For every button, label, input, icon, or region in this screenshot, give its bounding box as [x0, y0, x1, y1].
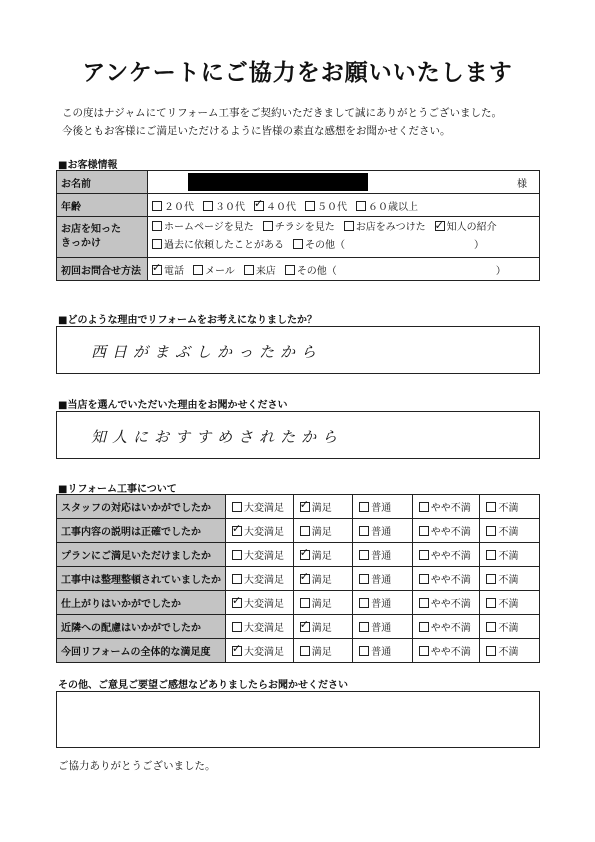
work-row: [57, 639, 540, 663]
rating-cell[interactable]: [293, 519, 353, 543]
rating-checkbox[interactable]: [359, 622, 369, 632]
work-row: [57, 567, 540, 591]
rating-label: 大変満足: [244, 575, 284, 586]
name-field[interactable]: [148, 171, 540, 194]
age-option-4[interactable]: [356, 198, 418, 213]
rating-label: 不満: [498, 551, 519, 562]
contact-option-2-checkbox[interactable]: [244, 265, 254, 275]
rating-cell[interactable]: [293, 591, 353, 615]
rating-cell[interactable]: [412, 639, 480, 663]
rating-checkbox[interactable]: [232, 574, 242, 584]
age-option-2[interactable]: [254, 198, 296, 213]
intro-line-1: この度はナジャムにてリフォーム工事をご契約いただきまして誠にありがとうございました。: [62, 107, 503, 119]
rating-label: 普通: [371, 575, 392, 586]
rating-label: 満足: [311, 503, 332, 514]
rating-cell[interactable]: [353, 567, 413, 591]
rating-cell[interactable]: [480, 615, 540, 639]
rating-cell[interactable]: [226, 639, 294, 663]
rating-label: 大変満足: [244, 599, 284, 610]
contact-option-1-checkbox[interactable]: [193, 265, 203, 275]
source-option-2-1-label: その他（: [305, 240, 345, 251]
work-row: [57, 519, 540, 543]
rating-checkbox[interactable]: [486, 574, 496, 584]
age-option-0[interactable]: [152, 198, 194, 213]
rating-label: やや不満: [430, 527, 471, 538]
rating-checkbox[interactable]: [359, 598, 369, 608]
source-option-3-checkbox[interactable]: [435, 221, 445, 231]
work-row: [57, 615, 540, 639]
rating-cell[interactable]: [226, 543, 294, 567]
source-option-2-checkbox[interactable]: [344, 221, 354, 231]
contact-option-3-checkbox[interactable]: [285, 265, 295, 275]
rating-label: 不満: [498, 647, 519, 658]
rating-label: 満足: [311, 575, 332, 586]
rating-label: やや不満: [430, 623, 471, 634]
rating-label: 普通: [371, 647, 392, 658]
contact-other-close: ）: [495, 265, 506, 277]
rating-cell[interactable]: [353, 615, 413, 639]
rating-cell[interactable]: [293, 639, 353, 663]
q2-answer-box[interactable]: [56, 411, 540, 459]
rating-checkbox[interactable]: [300, 502, 310, 512]
rating-label: 不満: [498, 503, 519, 514]
age-option-3[interactable]: [305, 198, 347, 213]
rating-cell[interactable]: [412, 495, 480, 519]
rating-cell[interactable]: [226, 591, 294, 615]
rating-checkbox[interactable]: [300, 574, 310, 584]
rating-cell[interactable]: [480, 495, 540, 519]
q2-heading: ■当店を選んでいただいた理由をお聞かせください: [58, 400, 288, 411]
rating-checkbox[interactable]: [232, 502, 242, 512]
rating-label: やや不満: [430, 647, 471, 658]
source-options: [148, 217, 540, 258]
rating-cell[interactable]: [293, 543, 353, 567]
source-option-1[interactable]: [263, 219, 335, 237]
rating-label: 大変満足: [244, 503, 284, 514]
rating-checkbox[interactable]: [486, 646, 496, 656]
rating-cell[interactable]: [293, 567, 353, 591]
work-row-label: スタッフの対応はいかがでしたか: [57, 495, 226, 519]
q2-answer-handwriting: 知人におすすめされたから: [91, 428, 344, 446]
rating-checkbox[interactable]: [419, 550, 429, 560]
age-option-1-checkbox[interactable]: [203, 201, 213, 211]
source-option-1-checkbox[interactable]: [263, 221, 273, 231]
age-option-0-checkbox[interactable]: [152, 201, 162, 211]
rating-label: やや不満: [430, 503, 471, 514]
rating-label: 普通: [371, 551, 392, 562]
rating-cell[interactable]: [412, 567, 480, 591]
rating-checkbox[interactable]: [419, 598, 429, 608]
contact-option-2[interactable]: [244, 262, 276, 277]
work-row-label: 工事中は整理整頓されていましたか: [57, 567, 226, 591]
rating-cell[interactable]: [293, 495, 353, 519]
rating-checkbox[interactable]: [419, 646, 429, 656]
rating-checkbox[interactable]: [359, 526, 369, 536]
rating-cell[interactable]: [226, 495, 294, 519]
work-row-label: 近隣への配慮はいかがでしたか: [57, 615, 226, 639]
age-option-4-label: ６０歳以上: [368, 201, 418, 213]
rating-checkbox[interactable]: [232, 598, 242, 608]
contact-option-3-label: その他（: [296, 265, 337, 277]
rating-label: やや不満: [430, 599, 471, 610]
rating-checkbox[interactable]: [232, 646, 242, 656]
rating-checkbox[interactable]: [300, 526, 310, 536]
rating-checkbox[interactable]: [486, 526, 496, 536]
source-option-3[interactable]: [435, 219, 497, 237]
source-option-2-0-checkbox[interactable]: [152, 239, 162, 249]
rating-checkbox[interactable]: [359, 646, 369, 656]
name-label: お名前: [57, 171, 148, 194]
contact-option-0-label: 電話: [164, 265, 184, 277]
customer-info-table: [56, 170, 540, 281]
work-heading: ■リフォーム工事について: [58, 484, 177, 495]
source-option-2-1-checkbox[interactable]: [293, 239, 303, 249]
source-label-line-1: お店を知った: [61, 224, 121, 235]
thanks-text: ご協力ありがとうございました。: [58, 760, 216, 772]
rating-checkbox[interactable]: [486, 550, 496, 560]
work-row-label: プランにご満足いただけましたか: [57, 543, 226, 567]
source-label-line-2: きっかけ: [61, 238, 101, 249]
rating-checkbox[interactable]: [486, 502, 496, 512]
contact-option-0[interactable]: [152, 262, 184, 277]
other-heading: その他、ご意見ご要望ご感想などありましたらお聞かせください: [58, 680, 348, 691]
rating-checkbox[interactable]: [359, 502, 369, 512]
age-option-0-label: ２０代: [164, 201, 194, 213]
rating-checkbox[interactable]: [419, 622, 429, 632]
rating-checkbox[interactable]: [300, 622, 310, 632]
rating-cell[interactable]: [480, 639, 540, 663]
age-label: 年齢: [57, 194, 148, 217]
rating-label: 不満: [498, 623, 519, 634]
rating-checkbox[interactable]: [419, 526, 429, 536]
source-option-2-1[interactable]: [293, 237, 345, 255]
contact-option-2-label: 来店: [255, 265, 276, 277]
rating-checkbox[interactable]: [300, 598, 310, 608]
rating-label: 満足: [311, 527, 332, 538]
work-row: [57, 543, 540, 567]
rating-checkbox[interactable]: [232, 622, 242, 632]
rating-label: 不満: [498, 527, 519, 538]
rating-label: 不満: [498, 599, 519, 610]
rating-label: 大変満足: [244, 647, 284, 658]
rating-label: 普通: [371, 623, 392, 634]
rating-cell[interactable]: [480, 591, 540, 615]
rating-checkbox[interactable]: [419, 502, 429, 512]
age-option-2-label: ４０代: [266, 201, 296, 213]
source-label: [57, 217, 148, 258]
work-rating-table: [56, 494, 540, 663]
work-row: [57, 495, 540, 519]
work-row-label: 工事内容の説明は正確でしたか: [57, 519, 226, 543]
customer-info-heading: ■お客様情報: [58, 160, 118, 171]
age-options: [148, 194, 540, 217]
rating-cell[interactable]: [480, 543, 540, 567]
age-option-2-checkbox[interactable]: [254, 201, 264, 211]
redacted-name: [188, 173, 368, 191]
rating-label: 不満: [498, 575, 519, 586]
rating-label: やや不満: [430, 551, 471, 562]
q1-answer-box[interactable]: [56, 326, 540, 374]
source-option-1-label: チラシを見た: [274, 222, 335, 233]
source-options-row-2: [152, 237, 535, 255]
age-option-3-label: ５０代: [317, 201, 347, 213]
source-option-0[interactable]: [152, 219, 254, 237]
q1-answer-handwriting: 西日がまぶしかったから: [91, 343, 323, 361]
rating-label: 大変満足: [244, 623, 284, 634]
rating-label: 普通: [371, 527, 392, 538]
work-row-label: 今回リフォームの全体的な満足度: [57, 639, 226, 663]
age-option-3-checkbox[interactable]: [305, 201, 315, 211]
age-option-1-label: ３０代: [215, 201, 245, 213]
contact-option-1[interactable]: [193, 262, 235, 277]
rating-label: 大変満足: [244, 527, 284, 538]
q1-heading: ■どのような理由でリフォームをお考えになりましたか？: [58, 315, 317, 326]
page-title: アンケートにご協力をお願いいたします: [82, 60, 513, 86]
rating-label: 満足: [311, 623, 332, 634]
source-option-2[interactable]: [344, 219, 426, 237]
rating-checkbox[interactable]: [300, 550, 310, 560]
rating-cell[interactable]: [480, 519, 540, 543]
rating-label: 満足: [311, 647, 332, 658]
rating-cell[interactable]: [480, 567, 540, 591]
contact-options: [148, 258, 540, 281]
rating-cell[interactable]: [353, 519, 413, 543]
source-other-close: ）: [474, 240, 484, 251]
rating-cell[interactable]: [226, 615, 294, 639]
age-option-1[interactable]: [203, 198, 245, 213]
rating-cell[interactable]: [353, 591, 413, 615]
rating-label: 大変満足: [244, 551, 284, 562]
contact-option-1-label: メール: [205, 265, 235, 277]
rating-label: 満足: [311, 599, 332, 610]
rating-cell[interactable]: [412, 519, 480, 543]
contact-option-3[interactable]: [285, 262, 337, 277]
other-comments-box[interactable]: [56, 691, 540, 748]
source-options-row-1: [152, 219, 535, 237]
rating-checkbox[interactable]: [359, 574, 369, 584]
source-option-2-0[interactable]: [152, 237, 284, 255]
intro-line-2: 今後ともお客様にご満足いただけるように皆様の素直な感想をお聞かせください。: [62, 125, 451, 137]
rating-cell[interactable]: [353, 543, 413, 567]
age-option-4-checkbox[interactable]: [356, 201, 366, 211]
contact-option-0-checkbox[interactable]: [152, 265, 162, 275]
rating-checkbox[interactable]: [232, 526, 242, 536]
work-row: [57, 591, 540, 615]
rating-cell[interactable]: [412, 543, 480, 567]
rating-label: 普通: [371, 503, 392, 514]
rating-label: やや不満: [430, 575, 471, 586]
rating-cell[interactable]: [293, 615, 353, 639]
rating-label: 普通: [371, 599, 392, 610]
rating-cell[interactable]: [226, 519, 294, 543]
source-option-3-label: 知人の紹介: [446, 222, 497, 233]
rating-cell[interactable]: [412, 615, 480, 639]
rating-checkbox[interactable]: [300, 646, 310, 656]
rating-checkbox[interactable]: [486, 598, 496, 608]
rating-checkbox[interactable]: [419, 574, 429, 584]
source-option-0-label: ホームページを見た: [164, 222, 254, 233]
source-option-2-label: お店をみつけた: [355, 222, 426, 233]
rating-cell[interactable]: [353, 495, 413, 519]
contact-label: 初回お問合せ方法: [57, 258, 148, 281]
name-suffix: 様: [517, 178, 527, 190]
rating-cell[interactable]: [353, 639, 413, 663]
source-option-0-checkbox[interactable]: [152, 221, 162, 231]
rating-checkbox[interactable]: [359, 550, 369, 560]
rating-cell[interactable]: [412, 591, 480, 615]
work-row-label: 仕上がりはいかがでしたか: [57, 591, 226, 615]
rating-checkbox[interactable]: [486, 622, 496, 632]
source-option-2-0-label: 過去に依頼したことがある: [164, 240, 284, 251]
rating-checkbox[interactable]: [232, 550, 242, 560]
rating-cell[interactable]: [226, 567, 294, 591]
rating-label: 満足: [311, 551, 332, 562]
